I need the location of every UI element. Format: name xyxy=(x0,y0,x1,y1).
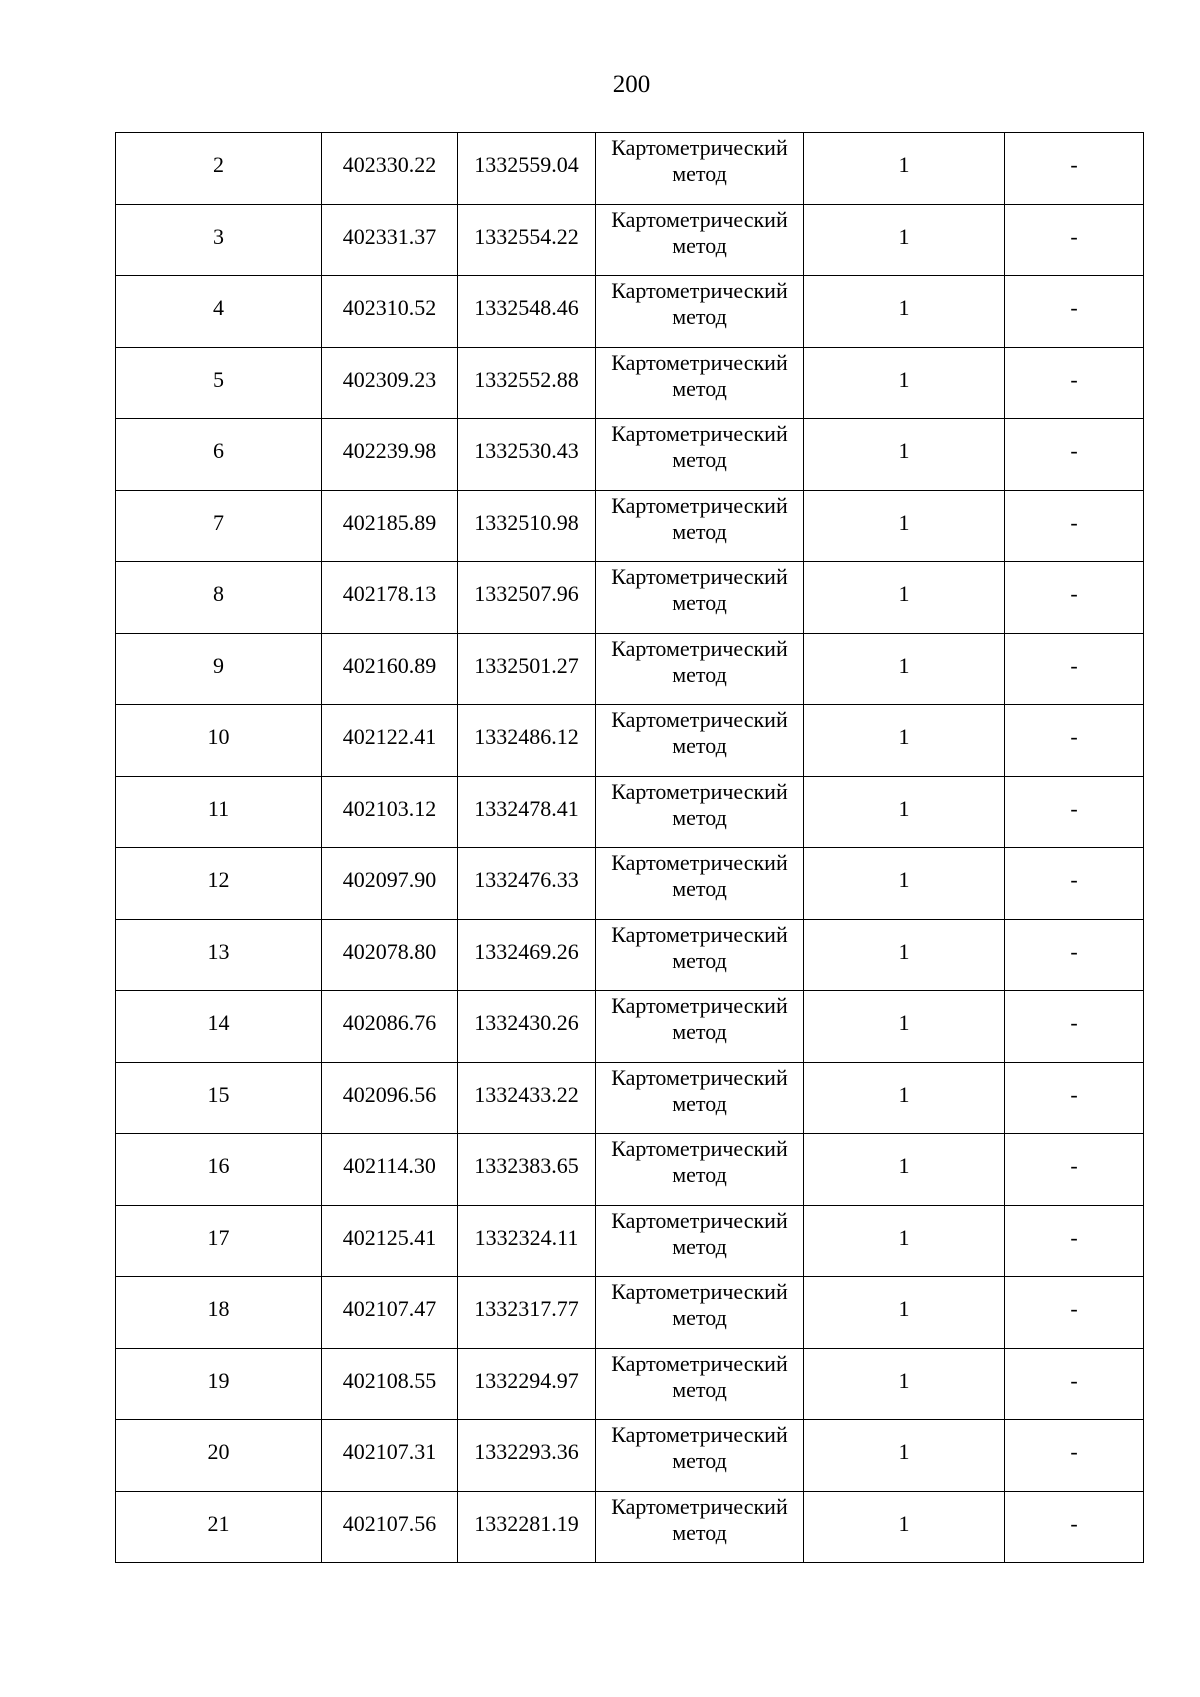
table-row xyxy=(116,347,1144,419)
method-line: метод xyxy=(672,518,727,544)
point-number-cell xyxy=(116,1420,322,1492)
note-cell-text: - xyxy=(1070,438,1078,464)
accuracy-cell xyxy=(804,347,1005,419)
point-number-cell-text: 7 xyxy=(213,509,224,535)
coordinate-y-cell xyxy=(458,1348,596,1420)
page-number: 200 xyxy=(612,71,651,98)
note-cell xyxy=(1005,133,1144,205)
note-cell-text: - xyxy=(1070,724,1078,750)
method-cell xyxy=(596,705,804,777)
note-cell xyxy=(1005,1205,1144,1277)
accuracy-cell xyxy=(804,1062,1005,1134)
method-cell xyxy=(596,919,804,991)
point-number-cell xyxy=(116,919,322,991)
point-number-cell-text: 2 xyxy=(213,152,224,178)
coordinate-y-cell-text: 1332507.96 xyxy=(474,581,579,607)
note-cell-text: - xyxy=(1070,581,1078,607)
table-row xyxy=(116,1134,1144,1206)
coordinate-y-cell-text: 1332478.41 xyxy=(474,795,579,821)
note-cell-text: - xyxy=(1070,1081,1078,1107)
accuracy-cell xyxy=(804,1277,1005,1349)
method-cell xyxy=(596,1134,804,1206)
coordinate-x-cell xyxy=(322,1277,458,1349)
point-number-cell-text: 12 xyxy=(207,867,230,893)
table-row xyxy=(116,1205,1144,1277)
method-cell xyxy=(596,776,804,848)
method-cell xyxy=(596,276,804,348)
point-number-cell-text: 21 xyxy=(207,1510,230,1536)
point-number-cell-text: 10 xyxy=(207,724,230,750)
note-cell xyxy=(1005,562,1144,634)
coordinate-y-cell xyxy=(458,347,596,419)
method-line: метод xyxy=(672,447,727,472)
table-row xyxy=(116,562,1144,634)
coordinate-y-cell xyxy=(458,633,596,705)
method-cell xyxy=(596,1062,804,1134)
coordinate-x-cell-text: 402309.23 xyxy=(342,366,437,392)
coordinate-x-cell-text: 402310.52 xyxy=(342,295,437,321)
accuracy-cell xyxy=(804,133,1005,205)
method-line: Картометрический xyxy=(611,1279,788,1304)
table-row xyxy=(116,419,1144,491)
point-number-cell-text: 16 xyxy=(207,1153,230,1179)
point-number-cell xyxy=(116,419,322,491)
method-line: Картометрический xyxy=(611,492,788,518)
note-cell xyxy=(1005,1420,1144,1492)
method-line: Картометрический xyxy=(611,278,788,303)
table-row xyxy=(116,204,1144,276)
point-number-cell xyxy=(116,490,322,562)
method-line: метод xyxy=(672,1519,727,1545)
method-line: метод xyxy=(672,804,727,830)
accuracy-cell xyxy=(804,1348,1005,1420)
point-number-cell xyxy=(116,848,322,920)
method-cell xyxy=(596,1491,804,1563)
method-cell xyxy=(596,1205,804,1277)
coordinate-y-cell-text: 1332430.26 xyxy=(474,1010,579,1036)
coordinate-x-cell-text: 402096.56 xyxy=(342,1081,437,1107)
method-line: Картометрический xyxy=(611,564,788,589)
point-number-cell xyxy=(116,1134,322,1206)
note-cell-text: - xyxy=(1070,1010,1078,1036)
table-row xyxy=(116,1348,1144,1420)
accuracy-cell-text: 1 xyxy=(898,867,910,893)
accuracy-cell-text: 1 xyxy=(898,1367,910,1393)
method-cell xyxy=(596,490,804,562)
accuracy-cell-text: 1 xyxy=(898,1081,910,1107)
method-cell xyxy=(596,991,804,1063)
coordinate-x-cell-text: 402160.89 xyxy=(342,652,437,678)
note-cell-text: - xyxy=(1070,1367,1078,1393)
note-cell xyxy=(1005,490,1144,562)
point-number-cell xyxy=(116,347,322,419)
method-line: Картометрический xyxy=(611,1493,788,1519)
accuracy-cell-text: 1 xyxy=(898,438,910,464)
method-line: Картометрический xyxy=(611,993,788,1018)
coordinate-y-cell xyxy=(458,1491,596,1563)
accuracy-cell-text: 1 xyxy=(898,1224,910,1250)
accuracy-cell xyxy=(804,1205,1005,1277)
coordinate-x-cell xyxy=(322,490,458,562)
coordinate-x-cell-text: 402185.89 xyxy=(342,509,437,535)
point-number-cell-text: 9 xyxy=(213,652,224,678)
point-number-cell-text: 20 xyxy=(207,1439,230,1465)
coordinate-x-cell xyxy=(322,991,458,1063)
point-number-cell xyxy=(116,1062,322,1134)
method-line: Картометрический xyxy=(611,421,788,446)
point-number-cell-text: 14 xyxy=(207,1010,230,1036)
note-cell xyxy=(1005,776,1144,848)
coordinate-y-cell xyxy=(458,1205,596,1277)
method-line: метод xyxy=(672,1376,727,1402)
accuracy-cell xyxy=(804,562,1005,634)
method-line: метод xyxy=(672,947,727,973)
coordinate-y-cell-text: 1332486.12 xyxy=(474,724,579,750)
coordinate-y-cell-text: 1332317.77 xyxy=(474,1296,579,1322)
coordinate-y-cell xyxy=(458,419,596,491)
table-row xyxy=(116,276,1144,348)
note-cell xyxy=(1005,633,1144,705)
table-row xyxy=(116,1277,1144,1349)
coordinate-y-cell xyxy=(458,204,596,276)
note-cell xyxy=(1005,848,1144,920)
note-cell xyxy=(1005,276,1144,348)
table-row xyxy=(116,490,1144,562)
note-cell-text: - xyxy=(1070,223,1078,249)
point-number-cell-text: 3 xyxy=(213,223,224,249)
method-line: метод xyxy=(672,1162,727,1187)
method-cell xyxy=(596,133,804,205)
table-row xyxy=(116,848,1144,920)
coordinate-x-cell xyxy=(322,204,458,276)
accuracy-cell xyxy=(804,848,1005,920)
method-cell xyxy=(596,204,804,276)
method-line: Картометрический xyxy=(611,206,788,232)
accuracy-cell-text: 1 xyxy=(898,795,910,821)
method-line: Картометрический xyxy=(611,635,788,661)
note-cell xyxy=(1005,1062,1144,1134)
coordinate-y-cell xyxy=(458,991,596,1063)
accuracy-cell-text: 1 xyxy=(898,1153,910,1179)
coordinate-x-cell xyxy=(322,705,458,777)
coordinate-y-cell-text: 1332433.22 xyxy=(474,1081,579,1107)
coordinate-x-cell-text: 402108.55 xyxy=(342,1367,437,1393)
note-cell-text: - xyxy=(1070,1439,1078,1465)
coordinate-x-cell xyxy=(322,347,458,419)
coordinate-y-cell-text: 1332552.88 xyxy=(474,366,579,392)
accuracy-cell xyxy=(804,1491,1005,1563)
accuracy-cell xyxy=(804,776,1005,848)
coordinate-x-cell-text: 402086.76 xyxy=(342,1010,437,1036)
method-cell xyxy=(596,562,804,634)
coordinate-y-cell xyxy=(458,776,596,848)
coordinate-y-cell-text: 1332548.46 xyxy=(474,295,579,321)
accuracy-cell-text: 1 xyxy=(898,652,910,678)
note-cell xyxy=(1005,1277,1144,1349)
accuracy-cell xyxy=(804,633,1005,705)
coordinate-x-cell-text: 402107.56 xyxy=(342,1510,437,1536)
accuracy-cell xyxy=(804,1420,1005,1492)
method-line: Картометрический xyxy=(611,135,788,160)
accuracy-cell-text: 1 xyxy=(898,509,910,535)
coordinate-x-cell-text: 402122.41 xyxy=(342,724,437,750)
note-cell-text: - xyxy=(1070,1510,1078,1536)
coordinate-x-cell xyxy=(322,276,458,348)
accuracy-cell-text: 1 xyxy=(898,1510,910,1536)
coordinate-x-cell xyxy=(322,848,458,920)
coordinate-y-cell-text: 1332324.11 xyxy=(474,1224,579,1250)
method-cell xyxy=(596,633,804,705)
coordinate-y-cell-text: 1332293.36 xyxy=(474,1439,579,1465)
coordinate-x-cell xyxy=(322,1062,458,1134)
method-cell xyxy=(596,1420,804,1492)
note-cell xyxy=(1005,919,1144,991)
coordinate-x-cell xyxy=(322,133,458,205)
method-line: Картометрический xyxy=(611,778,788,804)
method-cell xyxy=(596,1348,804,1420)
note-cell xyxy=(1005,705,1144,777)
coordinates-table xyxy=(115,132,1144,1563)
coordinate-x-cell xyxy=(322,1205,458,1277)
table-row xyxy=(116,991,1144,1063)
note-cell xyxy=(1005,991,1144,1063)
method-line: метод xyxy=(672,1019,727,1044)
method-line: метод xyxy=(672,1448,727,1473)
table-row xyxy=(116,705,1144,777)
note-cell-text: - xyxy=(1070,867,1078,893)
method-line: метод xyxy=(672,1305,727,1330)
coordinate-x-cell-text: 402125.41 xyxy=(342,1224,437,1250)
method-line: Картометрический xyxy=(611,349,788,375)
table-row xyxy=(116,633,1144,705)
note-cell-text: - xyxy=(1070,795,1078,821)
accuracy-cell-text: 1 xyxy=(898,1296,910,1322)
coordinate-y-cell xyxy=(458,276,596,348)
coordinate-x-cell-text: 402331.37 xyxy=(342,223,437,249)
coordinate-x-cell-text: 402078.80 xyxy=(342,938,437,964)
point-number-cell xyxy=(116,1348,322,1420)
coordinate-x-cell-text: 402107.31 xyxy=(342,1439,437,1465)
coordinate-y-cell-text: 1332554.22 xyxy=(474,223,579,249)
table-row xyxy=(116,919,1144,991)
point-number-cell xyxy=(116,776,322,848)
coordinate-x-cell-text: 402330.22 xyxy=(342,152,437,178)
point-number-cell xyxy=(116,562,322,634)
method-line: Картометрический xyxy=(611,1207,788,1233)
method-cell xyxy=(596,1277,804,1349)
accuracy-cell xyxy=(804,204,1005,276)
coordinate-y-cell xyxy=(458,919,596,991)
coordinate-x-cell-text: 402114.30 xyxy=(343,1153,436,1179)
note-cell-text: - xyxy=(1070,509,1078,535)
accuracy-cell-text: 1 xyxy=(898,1010,910,1036)
coordinate-x-cell xyxy=(322,1134,458,1206)
table-row xyxy=(116,776,1144,848)
table-row xyxy=(116,1062,1144,1134)
note-cell-text: - xyxy=(1070,295,1078,321)
method-cell xyxy=(596,419,804,491)
note-cell-text: - xyxy=(1070,366,1078,392)
note-cell-text: - xyxy=(1070,938,1078,964)
coordinate-y-cell-text: 1332559.04 xyxy=(474,152,579,178)
coordinate-x-cell xyxy=(322,562,458,634)
note-cell-text: - xyxy=(1070,1296,1078,1322)
coordinate-y-cell-text: 1332469.26 xyxy=(474,938,579,964)
coordinate-x-cell-text: 402107.47 xyxy=(342,1296,437,1322)
coordinate-x-cell-text: 402103.12 xyxy=(342,795,437,821)
note-cell-text: - xyxy=(1070,1224,1078,1250)
accuracy-cell-text: 1 xyxy=(898,581,910,607)
note-cell xyxy=(1005,1491,1144,1563)
coordinate-x-cell xyxy=(322,1420,458,1492)
method-line: метод xyxy=(672,733,727,758)
coordinate-y-cell-text: 1332476.33 xyxy=(474,867,579,893)
point-number-cell-text: 11 xyxy=(207,795,230,821)
accuracy-cell-text: 1 xyxy=(898,366,910,392)
accuracy-cell-text: 1 xyxy=(898,1439,910,1465)
table-body xyxy=(116,133,1144,1563)
note-cell-text: - xyxy=(1070,1153,1078,1179)
method-line: метод xyxy=(672,590,727,615)
accuracy-cell xyxy=(804,276,1005,348)
point-number-cell-text: 6 xyxy=(213,438,224,464)
point-number-cell-text: 5 xyxy=(213,366,224,392)
coordinate-x-cell xyxy=(322,419,458,491)
method-line: метод xyxy=(672,661,727,687)
method-line: метод xyxy=(672,304,727,329)
method-line: метод xyxy=(672,232,727,258)
point-number-cell-text: 15 xyxy=(207,1081,230,1107)
coordinate-x-cell-text: 402178.13 xyxy=(342,581,437,607)
coordinate-x-cell xyxy=(322,1491,458,1563)
note-cell xyxy=(1005,204,1144,276)
method-cell xyxy=(596,848,804,920)
point-number-cell-text: 13 xyxy=(207,938,230,964)
point-number-cell-text: 8 xyxy=(213,581,224,607)
coordinate-y-cell xyxy=(458,1277,596,1349)
table-row xyxy=(116,1491,1144,1563)
coordinate-y-cell-text: 1332294.97 xyxy=(474,1367,579,1393)
coordinate-y-cell-text: 1332501.27 xyxy=(474,652,579,678)
coordinate-x-cell xyxy=(322,1348,458,1420)
note-cell-text: - xyxy=(1070,652,1078,678)
accuracy-cell xyxy=(804,919,1005,991)
note-cell xyxy=(1005,419,1144,491)
note-cell-text: - xyxy=(1070,152,1078,178)
coordinate-x-cell xyxy=(322,633,458,705)
coordinate-x-cell xyxy=(322,919,458,991)
point-number-cell xyxy=(116,204,322,276)
coordinate-y-cell-text: 1332383.65 xyxy=(474,1153,579,1179)
accuracy-cell xyxy=(804,705,1005,777)
table-row xyxy=(116,133,1144,205)
coordinate-y-cell xyxy=(458,133,596,205)
coordinate-y-cell xyxy=(458,848,596,920)
method-line: Картометрический xyxy=(611,1136,788,1161)
method-line: метод xyxy=(672,876,727,901)
accuracy-cell-text: 1 xyxy=(898,938,910,964)
point-number-cell xyxy=(116,633,322,705)
point-number-cell-text: 18 xyxy=(207,1296,230,1322)
note-cell xyxy=(1005,1348,1144,1420)
accuracy-cell xyxy=(804,490,1005,562)
method-line: метод xyxy=(672,1233,727,1259)
coordinate-y-cell xyxy=(458,562,596,634)
accuracy-cell-text: 1 xyxy=(898,295,910,321)
coordinate-x-cell xyxy=(322,776,458,848)
accuracy-cell xyxy=(804,991,1005,1063)
coordinate-y-cell xyxy=(458,1420,596,1492)
method-cell xyxy=(596,347,804,419)
point-number-cell xyxy=(116,705,322,777)
coordinate-y-cell xyxy=(458,1134,596,1206)
coordinate-y-cell-text: 1332510.98 xyxy=(474,509,579,535)
point-number-cell xyxy=(116,991,322,1063)
point-number-cell xyxy=(116,1277,322,1349)
method-line: метод xyxy=(672,375,727,401)
coordinate-y-cell xyxy=(458,490,596,562)
point-number-cell-text: 4 xyxy=(213,295,224,321)
accuracy-cell xyxy=(804,419,1005,491)
method-line: Картометрический xyxy=(611,1350,788,1376)
coordinate-y-cell-text: 1332281.19 xyxy=(474,1510,579,1536)
coordinate-y-cell xyxy=(458,705,596,777)
point-number-cell xyxy=(116,1491,322,1563)
accuracy-cell xyxy=(804,1134,1005,1206)
point-number-cell xyxy=(116,1205,322,1277)
note-cell xyxy=(1005,1134,1144,1206)
note-cell xyxy=(1005,347,1144,419)
method-line: метод xyxy=(672,1090,727,1116)
point-number-cell xyxy=(116,276,322,348)
method-line: Картометрический xyxy=(611,850,788,875)
coordinate-x-cell-text: 402097.90 xyxy=(342,867,437,893)
point-number-cell-text: 17 xyxy=(207,1224,230,1250)
accuracy-cell-text: 1 xyxy=(898,223,910,249)
point-number-cell xyxy=(116,133,322,205)
method-line: Картометрический xyxy=(611,1064,788,1090)
point-number-cell-text: 19 xyxy=(207,1367,230,1393)
accuracy-cell-text: 1 xyxy=(898,724,910,750)
method-line: Картометрический xyxy=(611,921,788,947)
table-row xyxy=(116,1420,1144,1492)
coordinate-y-cell xyxy=(458,1062,596,1134)
coordinate-x-cell-text: 402239.98 xyxy=(342,438,437,464)
accuracy-cell-text: 1 xyxy=(898,152,910,178)
method-line: Картометрический xyxy=(611,707,788,732)
coordinate-y-cell-text: 1332530.43 xyxy=(474,438,579,464)
method-line: Картометрический xyxy=(611,1422,788,1447)
method-line: метод xyxy=(672,161,727,186)
